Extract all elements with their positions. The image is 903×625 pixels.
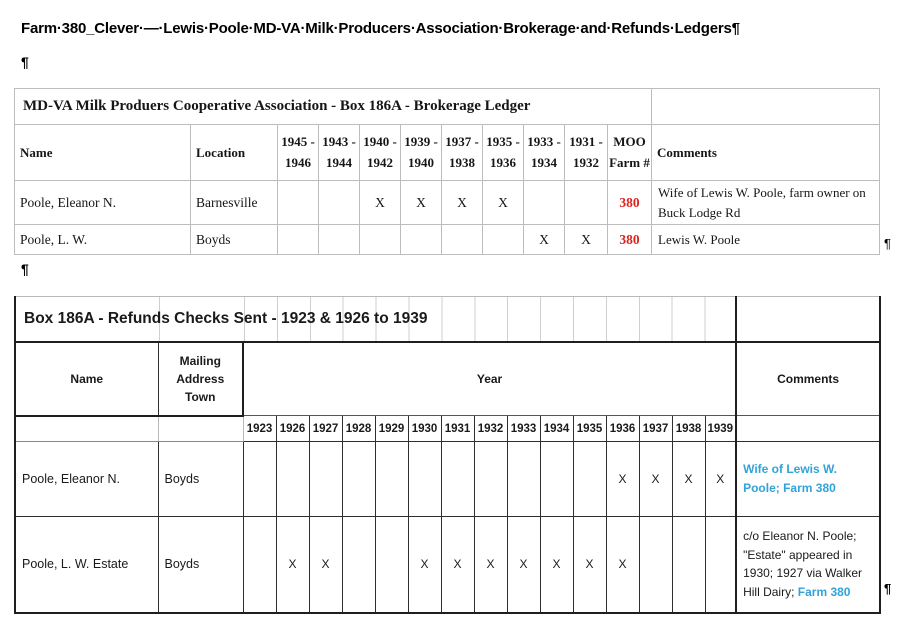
location-cell: Boyds bbox=[191, 225, 278, 255]
mark-cell: X bbox=[606, 517, 639, 613]
mark-cell: X bbox=[524, 225, 565, 255]
mark-cell: X bbox=[672, 442, 705, 517]
mark-cell bbox=[705, 517, 736, 613]
town-cell: Boyds bbox=[158, 517, 243, 613]
year-header: 1929 bbox=[375, 416, 408, 442]
document-title-text: Farm·380_Clever·—·Lewis·Poole·MD-VA·Milk·Producers·Association·Brokerage·and·Refunds·Ledgers bbox=[21, 20, 732, 37]
year-range-header: 1945 - 1946 bbox=[278, 125, 319, 181]
mark-cell bbox=[278, 225, 319, 255]
subheader-empty-cell bbox=[736, 416, 880, 442]
mark-cell bbox=[483, 225, 524, 255]
comments-cell bbox=[736, 442, 880, 517]
mark-cell bbox=[278, 181, 319, 225]
location-cell: Barnesville bbox=[191, 181, 278, 225]
year-range-header: 1931 - 1932 bbox=[565, 125, 608, 181]
mark-cell bbox=[375, 517, 408, 613]
name-cell: Poole, L. W. Estate bbox=[15, 517, 158, 613]
year-range-header: 1943 - 1944 bbox=[319, 125, 360, 181]
mark-cell bbox=[540, 442, 573, 517]
pilcrow-mark: ¶ bbox=[884, 581, 892, 596]
mark-cell: X bbox=[483, 181, 524, 225]
mark-cell bbox=[401, 225, 442, 255]
col-header-location: Location bbox=[191, 125, 278, 181]
mark-cell: X bbox=[639, 442, 672, 517]
mark-cell bbox=[375, 442, 408, 517]
mark-cell: X bbox=[573, 517, 606, 613]
farm-number-cell: 380 bbox=[608, 181, 652, 225]
mark-cell: X bbox=[540, 517, 573, 613]
comments-highlight: Farm 380 bbox=[797, 584, 851, 599]
year-header: 1936 bbox=[606, 416, 639, 442]
year-range-header: 1939 - 1940 bbox=[401, 125, 442, 181]
table1-title: MD-VA Milk Produers Cooperative Association - Box 186A - Brokerage Ledger bbox=[15, 89, 652, 125]
table1-title-empty-cell bbox=[652, 89, 880, 125]
col-header-mailing-town: Mailing Address Town bbox=[158, 342, 243, 416]
table2-title-empty-cell bbox=[736, 297, 880, 342]
comments-cell: Lewis W. Poole bbox=[652, 225, 880, 255]
mark-cell: X bbox=[705, 442, 736, 517]
year-header: 1923 bbox=[243, 416, 276, 442]
mark-cell: X bbox=[401, 181, 442, 225]
mark-cell bbox=[565, 181, 608, 225]
mark-cell bbox=[243, 442, 276, 517]
year-header: 1939 bbox=[705, 416, 736, 442]
year-header: 1934 bbox=[540, 416, 573, 442]
year-header: 1938 bbox=[672, 416, 705, 442]
year-header: 1933 bbox=[507, 416, 540, 442]
mark-cell bbox=[639, 517, 672, 613]
year-header: 1931 bbox=[441, 416, 474, 442]
year-header: 1935 bbox=[573, 416, 606, 442]
mark-cell bbox=[243, 517, 276, 613]
farm-number-cell: 380 bbox=[608, 225, 652, 255]
brokerage-ledger-table bbox=[14, 88, 880, 255]
mark-cell: X bbox=[408, 517, 441, 613]
year-header: 1937 bbox=[639, 416, 672, 442]
mark-cell bbox=[507, 442, 540, 517]
year-header: 1930 bbox=[408, 416, 441, 442]
mark-cell bbox=[342, 517, 375, 613]
subheader-empty-cell bbox=[15, 416, 158, 442]
mark-cell: X bbox=[507, 517, 540, 613]
mark-cell bbox=[672, 517, 705, 613]
mark-cell: X bbox=[606, 442, 639, 517]
table2-title: Box 186A - Refunds Checks Sent - 1923 & 1926 to 1939 bbox=[15, 297, 736, 342]
document-title bbox=[21, 20, 740, 37]
year-header: 1932 bbox=[474, 416, 507, 442]
mark-cell: X bbox=[360, 181, 401, 225]
pilcrow-mark: ¶ bbox=[731, 20, 740, 37]
comments-highlight: Wife of Lewis W. Poole; Farm 380 bbox=[743, 462, 837, 495]
mark-cell: X bbox=[309, 517, 342, 613]
pilcrow-mark: ¶ bbox=[884, 236, 891, 251]
mark-cell bbox=[408, 442, 441, 517]
mark-cell bbox=[319, 225, 360, 255]
year-header: 1927 bbox=[309, 416, 342, 442]
mark-cell bbox=[524, 181, 565, 225]
pilcrow-mark: ¶ bbox=[21, 261, 29, 277]
mark-cell bbox=[319, 181, 360, 225]
year-span-header: Year bbox=[243, 342, 736, 416]
mark-cell bbox=[276, 442, 309, 517]
col-header-moo-farm: MOO Farm # bbox=[608, 125, 652, 181]
comments-cell bbox=[736, 517, 880, 613]
col-header-name: Name bbox=[15, 125, 191, 181]
mark-cell bbox=[441, 442, 474, 517]
year-range-header: 1935 - 1936 bbox=[483, 125, 524, 181]
pilcrow-mark: ¶ bbox=[21, 54, 29, 70]
name-cell: Poole, Eleanor N. bbox=[15, 181, 191, 225]
mark-cell bbox=[442, 225, 483, 255]
mark-cell bbox=[573, 442, 606, 517]
year-range-header: 1933 - 1934 bbox=[524, 125, 565, 181]
year-header: 1926 bbox=[276, 416, 309, 442]
mark-cell bbox=[474, 442, 507, 517]
comments-cell: Wife of Lewis W. Poole, farm owner on Buck Lodge Rd bbox=[652, 181, 880, 225]
mark-cell bbox=[342, 442, 375, 517]
col-header-comments: Comments bbox=[736, 342, 880, 416]
mark-cell: X bbox=[441, 517, 474, 613]
name-cell: Poole, Eleanor N. bbox=[15, 442, 158, 517]
mark-cell bbox=[360, 225, 401, 255]
mark-cell bbox=[309, 442, 342, 517]
mark-cell: X bbox=[565, 225, 608, 255]
refunds-checks-table bbox=[14, 296, 881, 614]
mark-cell: X bbox=[276, 517, 309, 613]
mark-cell: X bbox=[474, 517, 507, 613]
subheader-empty-cell bbox=[158, 416, 243, 442]
town-cell: Boyds bbox=[158, 442, 243, 517]
col-header-name: Name bbox=[15, 342, 158, 416]
col-header-comments: Comments bbox=[652, 125, 880, 181]
year-range-header: 1937 - 1938 bbox=[442, 125, 483, 181]
year-range-header: 1940 - 1942 bbox=[360, 125, 401, 181]
year-header: 1928 bbox=[342, 416, 375, 442]
comments-plain: c/o Eleanor N. Poole; "Estate" appeared in 1930; 1927 via Walker Hill Dairy; bbox=[743, 529, 863, 599]
name-cell: Poole, L. W. bbox=[15, 225, 191, 255]
mark-cell: X bbox=[442, 181, 483, 225]
